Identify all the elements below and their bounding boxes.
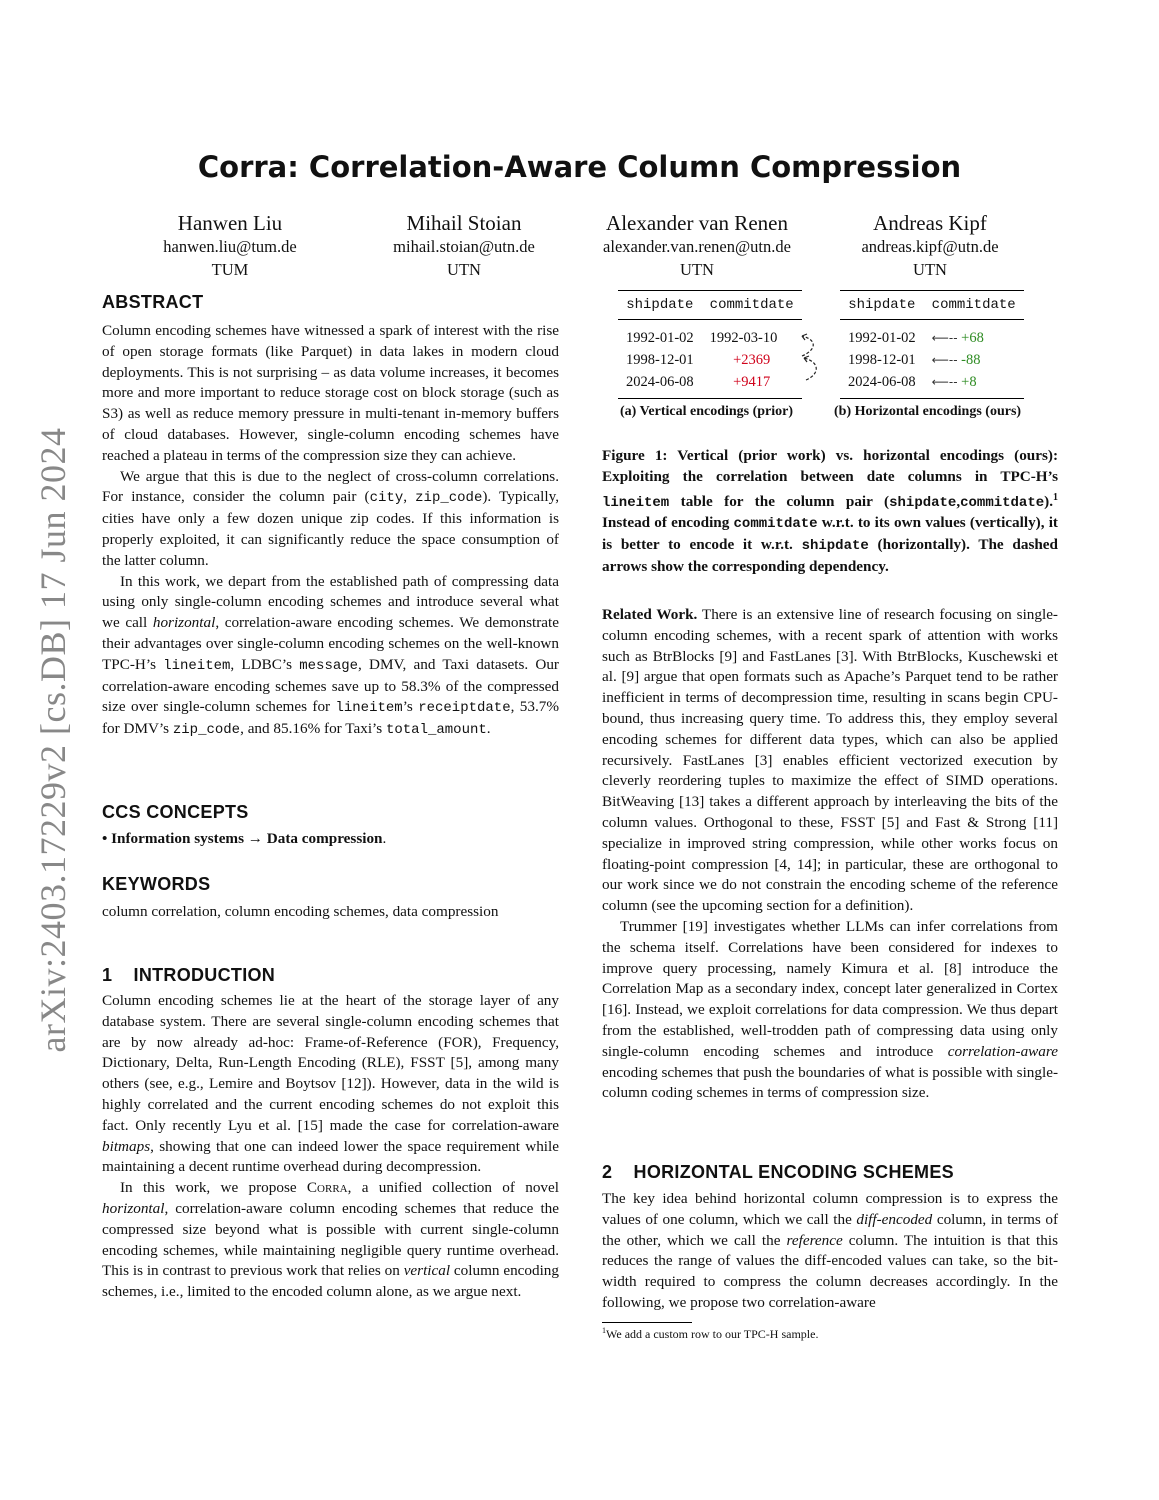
column-header: shipdate [618, 291, 702, 320]
author-email: alexander.van.renen@utn.de [603, 237, 791, 256]
subcaption-b: (b) Horizontal encodings (ours) [834, 404, 1022, 419]
section2-body [602, 1189, 1058, 1314]
footnote: $^1$We add a custom row to our TPC-H sample. [602, 1326, 819, 1341]
ccs-concepts: • Information systems → Data compression. [102, 830, 387, 847]
table-row: 1992-01-02 1992-03-10 [626, 329, 778, 346]
author-email: mihail.stoian@utn.de [393, 237, 535, 256]
dependency-arrows [796, 328, 826, 390]
column-header: shipdate [840, 291, 924, 320]
figure-table-vertical [618, 290, 802, 399]
intro-paragraph: In this work, we propose Corra, a unified collection of novel horizontal, correlation-aware column encoding schemes that reduce the compressed size beyond what is possible with current single-column encoding schemes, while maintaining negligible query runtime overhead. This is in contrast to previous work that relies on vertical column encoding schemes, i.e., limited to the encoded column alone, as we argue next. [102, 1179, 559, 1301]
table-row: 1998-12-01 ⟵-- -88 [848, 351, 981, 368]
author-block [110, 212, 350, 281]
introduction-body [102, 991, 559, 1303]
table-row: 2024-06-08 +9417 [618, 371, 802, 399]
abstract-paragraph: Column encoding schemes have witnessed a spark of interest with the rise of open storage formats (like Parquet) in data lakes in modern cloud deployments. This is not surprising – as data volume increases, it becomes more and more important to reduce storage cost on block storage (such as S3) as well as reduce memory pressure in multi-tenant in-memory buffers of cloud databases. However, single-column encoding schemes have reached a plateau in terms of the compression size they can achieve. [102, 322, 559, 464]
arxiv-identifier: arXiv:2403.17229v2 [cs.DB] 17 Jun 2024 [33, 427, 73, 1053]
related-paragraph: Trummer [19] investigates whether LLMs can infer correlations from the schema itself. Correlations have been considered for indexes to improve query processing, namely Kimura et al. [8] introduce the Correlation Map as a secondary index, concept later generalized in Cortex [16]. Instead, we exploit correlations for data compression. We thus depart from the established, well-trodden path of compressing data using only single-column encoding schemes and introduce correlation-aware encoding schemes that push the boundaries of what is possible with single-column coding schemes in terms of compression size. [602, 917, 1058, 1102]
author-name: Alexander van Renen [606, 211, 788, 235]
keywords-text: column correlation, column encoding schemes, data compression [102, 903, 499, 920]
introduction-heading: 1 INTRODUCTION [102, 965, 276, 985]
table-row: 1998-12-01 +2369 [626, 351, 771, 368]
related-work [602, 605, 1058, 1104]
author-affiliation: TUM [211, 260, 249, 279]
figure-table-horizontal [840, 290, 1024, 399]
footnote-rule [602, 1322, 692, 1323]
ccs-heading: CCS CONCEPTS [102, 802, 249, 822]
abstract-body [102, 321, 559, 741]
keywords-heading: KEYWORDS [102, 874, 211, 894]
subcaption-a: (a) Vertical encodings (prior) [620, 404, 794, 419]
dependency-arrow-icon: ⟵-- [931, 330, 958, 345]
author-name: Hanwen Liu [177, 211, 283, 235]
column-header: commitdate [702, 291, 802, 320]
author-affiliation: UTN [913, 260, 947, 279]
abstract-paragraph: In this work, we depart from the established path of compressing data using only single-column encoding schemes and introduce several what we call horizontal, correlation-aware encoding schemes. We demonstrate their advantages over single-column encoding schemes on the well-known TPC-H’s lineitem, LDBC’s message, DMV, and Taxi datasets. Our correlation-aware encoding schemes save up to 58.3% of the compressed size over single-column schemes for lineitem’s receiptdate, 53.7% for DMV’s zip_code, and 85.16% for Taxi’s total_amount. [102, 572, 559, 739]
author-email: andreas.kipf@utn.de [861, 237, 999, 256]
author-email: hanwen.liu@tum.de [163, 237, 297, 256]
paper-title: Corra: Correlation-Aware Column Compression [197, 150, 962, 184]
intro-paragraph: Column encoding schemes lie at the heart of the storage layer of any database system. There are several single-column encoding schemes that are by now already ad-hoc: Frame-of-Reference (FOR), Frequency, Dictionary, Delta, Run-Length Encoding (RLE), FSST [5], among many others (see, e.g., Lemire and Boytsov [12]). However, data in the wild is highly correlated and the current encoding schemes do not exploit this fact. Only recently Lyu et al. [15] made the case for correlation-aware bitmaps, showing that one can indeed lower the space requirement while maintaining a decent runtime overhead during decompression. [102, 992, 559, 1176]
author-affiliation: UTN [447, 260, 481, 279]
author-name: Mihail Stoian [406, 211, 522, 235]
author-name: Andreas Kipf [873, 211, 987, 235]
author-block [577, 212, 817, 281]
abstract-heading: ABSTRACT [102, 292, 204, 312]
table-row: 2024-06-08 ⟵-- +8 [840, 371, 1024, 399]
section2-heading: 2 HORIZONTAL ENCODING SCHEMES [602, 1162, 954, 1182]
related-paragraph: Related Work. There is an extensive line of research focusing on single-column encoding schemes, with a recent spark of attention with works such as BtrBlocks [9] and FastLanes [3]. With BtrBlocks, Kuschewski et al. [9] argue that open formats such as Apache’s Parquet tend to be rather inefficient in terms of decompression time, resulting in scans begin CPU-bound, thus increasing query time. To address this, they employ several encoding schemes for different data types, which can also be applied recursively. FastLanes [3] enables efficient vectorized execution by cleverly reordering tuples to maximize the effect of SIMD operations. BitWeaving [13] takes a different approach by interleaving the bits of the column values. Orthogonal to these, FSST [5] and Fast & Strong [11] specialize in improved string compression, while other works focus on floating-point compression [4, 14]; in particular, these are orthogonal to our work since we do not constrain the encoding scheme of the reference column (see the upcoming section for a definition). [602, 606, 1058, 915]
dependency-arrow-icon: ⟵-- [931, 374, 958, 389]
table-row: 1992-01-02 ⟵-- +68 [848, 329, 984, 346]
dependency-arrow-icon: ⟵-- [931, 352, 958, 367]
abstract-paragraph: We argue that this is due to the neglect of cross-column correlations. For instance, consider the column pair (city, zip_code). Typically, cities have only a few dozen unique zip codes. If this information is properly exploited, it can significantly reduce the space consumption of the latter column. [102, 467, 560, 569]
author-block [810, 212, 1050, 281]
author-affiliation: UTN [680, 260, 714, 279]
author-block [344, 212, 584, 281]
section2-paragraph: The key idea behind horizontal column compression is to express the values of one column, which we call the diff-encoded column, in terms of the other, which we call the reference column. The intuition is that this reduces the range of values the diff-encoded values can take, so the bit-width required to compress the column decreases accordingly. In the following, we propose two correlation-aware [602, 1190, 1059, 1311]
column-header: commitdate [924, 291, 1024, 320]
figure-caption: Figure 1: Vertical (prior work) vs. horizontal encodings (ours): Exploiting the correlation between date columns in TPC-H’s lineitem table for the column pair (shipdate,commitdate).$^1$ Instead of encoding commitdate w.r.t. to its own values (vertically), it is better to encode it w.r.t. shipdate (horizontally). The dashed arrows show the corresponding dependency. [602, 447, 1058, 576]
